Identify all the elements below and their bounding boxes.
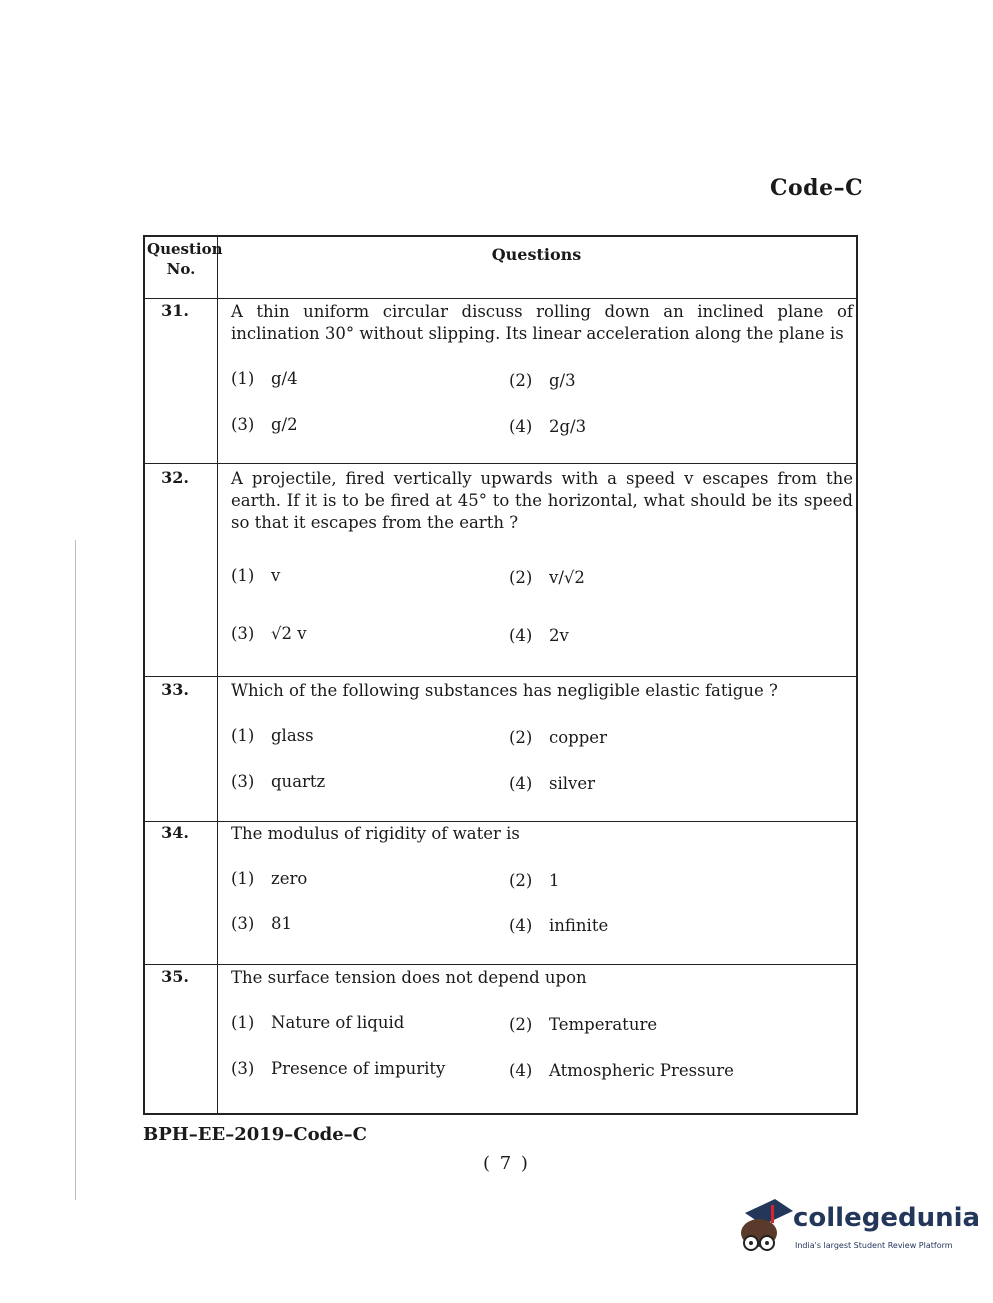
page-number: ( 7 )	[483, 1153, 530, 1174]
option-2: (2) g/3	[509, 371, 576, 390]
option-3: (3) g/2	[231, 415, 298, 434]
option-2: (2) Temperature	[509, 1015, 658, 1034]
column-divider	[217, 237, 218, 1113]
option-4: (4) Atmospheric Pressure	[509, 1061, 734, 1080]
row-divider	[145, 821, 856, 822]
question-text: Which of the following substances has negligible elastic fatigue ?	[231, 681, 778, 700]
option-3: (3) quartz	[231, 772, 326, 791]
option-2: (2) 1	[509, 871, 560, 890]
paper-code-header: Code–C	[770, 175, 864, 201]
footer-paper-code: BPH–EE–2019–Code–C	[143, 1124, 367, 1145]
row-divider	[145, 463, 856, 464]
row-divider	[145, 676, 856, 677]
option-2: (2) copper	[509, 728, 607, 747]
question-text: A projectile, fired vertically upwards with a speed v escapes from the earth. If it is to be fired at 45° to the horizontal, what should be its speed so that it escapes from the earth ?	[231, 469, 853, 532]
option-3: (3) 81	[231, 914, 292, 933]
option-1: (1) glass	[231, 726, 314, 745]
option-4: (4) 2g/3	[509, 417, 587, 436]
logo-wordmark: collegedunia	[793, 1203, 981, 1233]
mascot-icon	[735, 1195, 795, 1257]
margin-line	[75, 540, 76, 1200]
question-number: 33.	[161, 680, 189, 699]
option-2: (2) v/√2	[509, 568, 585, 587]
question-number: 32.	[161, 468, 189, 487]
header-question-no: Question No.	[147, 240, 223, 278]
option-4: (4) infinite	[509, 916, 609, 935]
question-number: 31.	[161, 301, 189, 320]
option-1: (1) v	[231, 566, 281, 585]
row-divider	[145, 298, 856, 299]
question-number: 35.	[161, 967, 189, 986]
question-text: The surface tension does not depend upon	[231, 968, 587, 987]
option-1: (1) Nature of liquid	[231, 1013, 405, 1032]
option-4: (4) 2v	[509, 626, 569, 645]
question-text: The modulus of rigidity of water is	[231, 824, 520, 843]
option-3: (3) Presence of impurity	[231, 1059, 446, 1078]
option-4: (4) silver	[509, 774, 595, 793]
option-1: (1) g/4	[231, 369, 298, 388]
question-text: A thin uniform circular discuss rolling down an inclined plane of inclination 30° without slipping. Its linear acceleration along the plane is	[231, 302, 853, 343]
question-table	[143, 235, 858, 1115]
header-questions: Questions	[491, 245, 582, 264]
option-3: (3) √2 v	[231, 624, 307, 643]
option-1: (1) zero	[231, 869, 308, 888]
logo-tagline: India's largest Student Review Platform	[795, 1241, 953, 1250]
row-divider	[145, 964, 856, 965]
question-number: 34.	[161, 823, 189, 842]
collegedunia-logo	[735, 1195, 981, 1265]
